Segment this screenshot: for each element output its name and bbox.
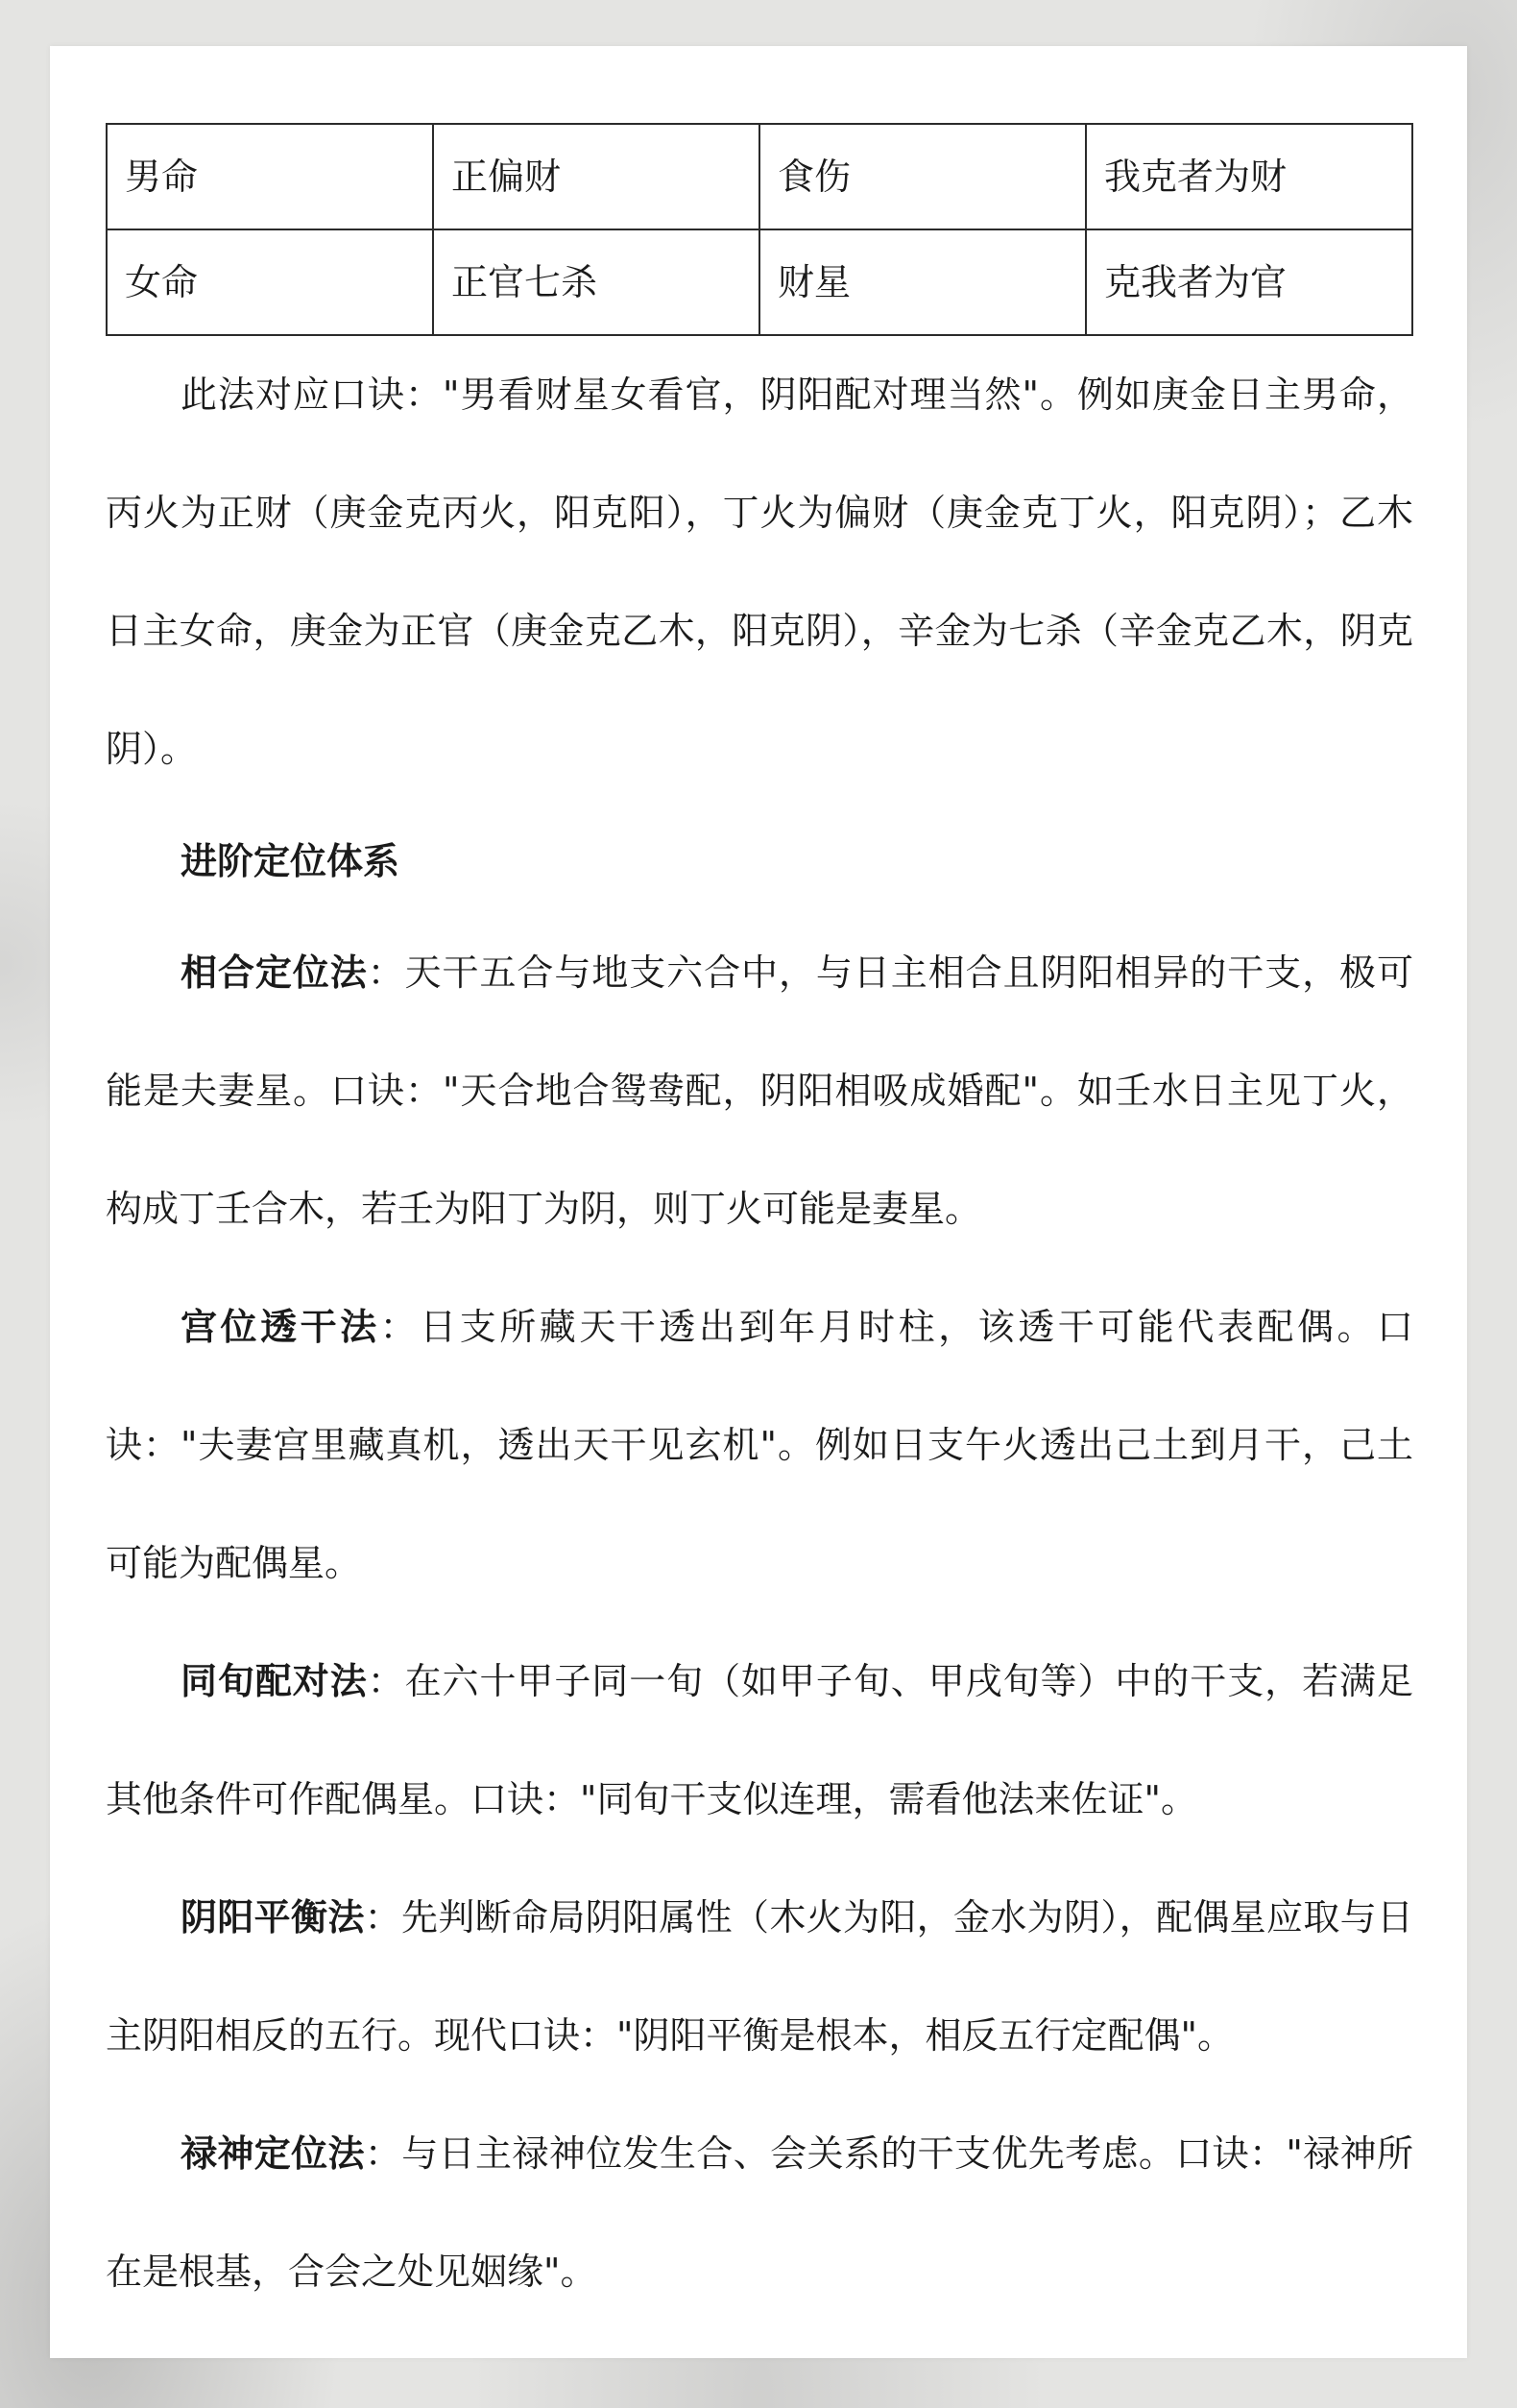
table-cell: 克我者为官 <box>1086 229 1412 335</box>
spouse-star-table <box>106 123 1413 336</box>
document-content <box>106 123 1413 2331</box>
section-title: 进阶定位体系 <box>181 840 400 882</box>
method-term: 同旬配对法 <box>181 1660 368 1702</box>
method-paragraph-xun <box>106 1623 1413 1859</box>
table-cell: 正官七杀 <box>433 229 759 335</box>
table-cell: 男命 <box>107 124 433 229</box>
method-text: ：日支所藏天干透出到年月时柱，该透干可能代表配偶。口诀："夫妻宫里藏真机，透出天干见玄机"。例如日支午火透出己土到月干，己土可能为配偶星。 <box>106 1306 1413 1584</box>
method-paragraph-lushen <box>106 2095 1413 2331</box>
table-cell: 食伤 <box>759 124 1086 229</box>
method-text: ：与日主禄神位发生合、会关系的干支优先考虑。口诀："禄神所在是根基，合会之处见姻缘"。 <box>106 2132 1413 2293</box>
table-row <box>107 229 1412 335</box>
method-paragraph-combination <box>106 914 1413 1268</box>
table-row <box>107 124 1412 229</box>
method-term: 宫位透干法 <box>181 1306 380 1348</box>
table-cell: 我克者为财 <box>1086 124 1412 229</box>
method-term: 阴阳平衡法 <box>181 1896 365 1938</box>
intro-paragraph: 此法对应口诀："男看财星女看官，阴阳配对理当然"。例如庚金日主男命，丙火为正财（庚金克丙火，阳克阳），丁火为偏财（庚金克丁火，阳克阴）；乙木日主女命，庚金为正官（庚金克乙木，阳克阴），辛金为七杀（辛金克乙木，阴克阴）。 <box>106 373 1413 770</box>
method-term: 禄神定位法 <box>181 2132 365 2175</box>
method-paragraph-yinyang <box>106 1859 1413 2095</box>
document-page <box>50 46 1467 2358</box>
method-text: ：天干五合与地支六合中，与日主相合且阴阳相异的干支，极可能是夫妻星。口诀："天合地合鸳鸯配，阴阳相吸成婚配"。如壬水日主见丁火，构成丁壬合木，若壬为阳丁为阴，则丁火可能是妻星。 <box>106 951 1413 1230</box>
table-cell: 财星 <box>759 229 1086 335</box>
method-text: ：先判断命局阴阳属性（木火为阳，金水为阴），配偶星应取与日主阴阳相反的五行。现代口诀："阴阳平衡是根本，相反五行定配偶"。 <box>106 1896 1413 2057</box>
table-cell: 正偏财 <box>433 124 759 229</box>
method-text: ：在六十甲子同一旬（如甲子旬、甲戌旬等）中的干支，若满足其他条件可作配偶星。口诀："同旬干支似连理，需看他法来佐证"。 <box>106 1660 1413 1820</box>
table-cell: 女命 <box>107 229 433 335</box>
method-term: 相合定位法 <box>181 951 368 994</box>
method-paragraph-palace <box>106 1268 1413 1623</box>
